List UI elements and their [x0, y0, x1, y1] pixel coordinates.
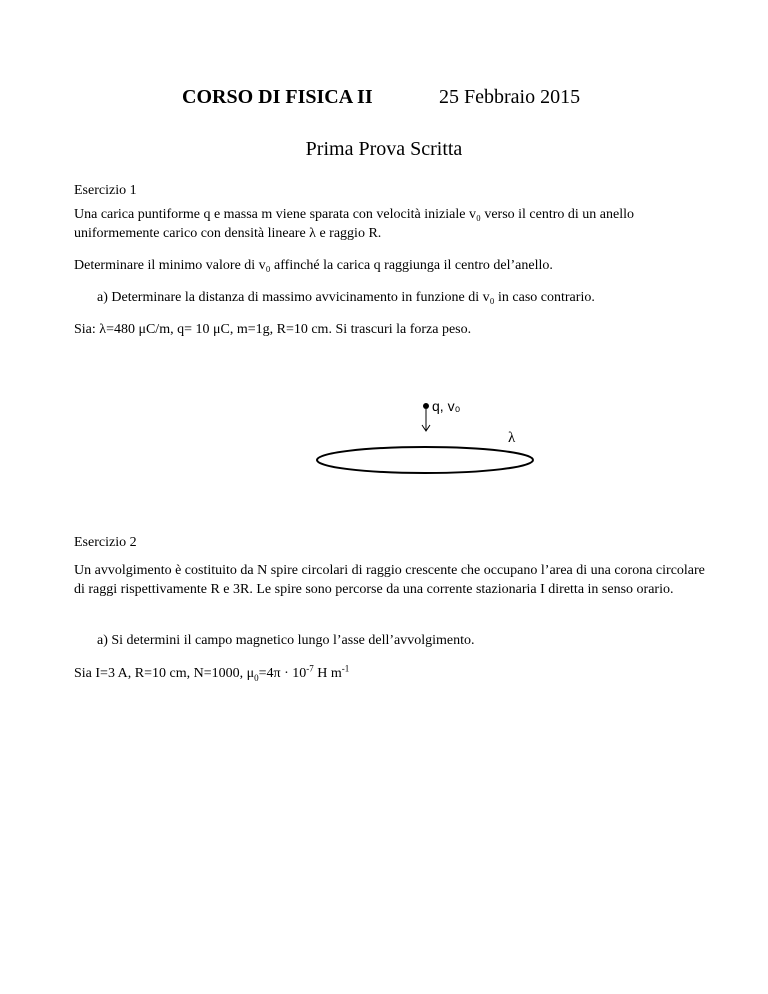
values-pre: Sia I=3 A, R=10 cm, N=1000, μ [74, 666, 255, 681]
exam-date: 25 Febbraio 2015 [439, 86, 581, 108]
values-mid: =4π · 10 [258, 666, 307, 681]
course-title: CORSO DI FISICA II [182, 86, 373, 108]
exercise-1-values: Sia: λ=480 μC/m, q= 10 μC, m=1g, R=10 cm. Si trascuri la forza peso. [74, 322, 472, 337]
exam-subtitle: Prima Prova Scritta [305, 138, 463, 160]
ring-density-label: λ [508, 430, 516, 446]
exponent-2: -1 [341, 663, 350, 674]
exercise-1-title: Esercizio 1 [74, 183, 137, 198]
charged-ring [317, 447, 533, 473]
exercise-1-item-a: a) Determinare la distanza di massimo avvicinamento in funzione di v₀ in caso contrario. [97, 290, 595, 305]
exercise-1-question: Determinare il minimo valore di v₀ affinché la carica q raggiunga il centro del’anello. [74, 258, 553, 273]
mu-subscript: 0 [254, 672, 259, 683]
values-unit: H m [313, 666, 342, 681]
charge-label: q, v₀ [432, 398, 461, 414]
exercise-2-text: Un avvolgimento è costituito da N spire circolari di raggio crescente che occupano l’area di una corona circolare di raggi rispettivamente R e 3R. Le spire sono percorse da una corrente stazionaria I diretta in senso orario. [74, 563, 705, 597]
point-charge [423, 403, 429, 409]
exercise-2-values [74, 664, 714, 683]
exercise-2-title: Esercizio 2 [74, 535, 137, 550]
exercise-1-text: Una carica puntiforme q e massa m viene sparata con velocità iniziale v₀ verso il centro di un anello uniformemente carico con densità lineare λ e raggio R. [74, 207, 634, 241]
exercise-2-item-a: a) Si determini il campo magnetico lungo l’asse dell’avvolgimento. [97, 633, 475, 648]
exponent-1: -7 [306, 663, 314, 674]
